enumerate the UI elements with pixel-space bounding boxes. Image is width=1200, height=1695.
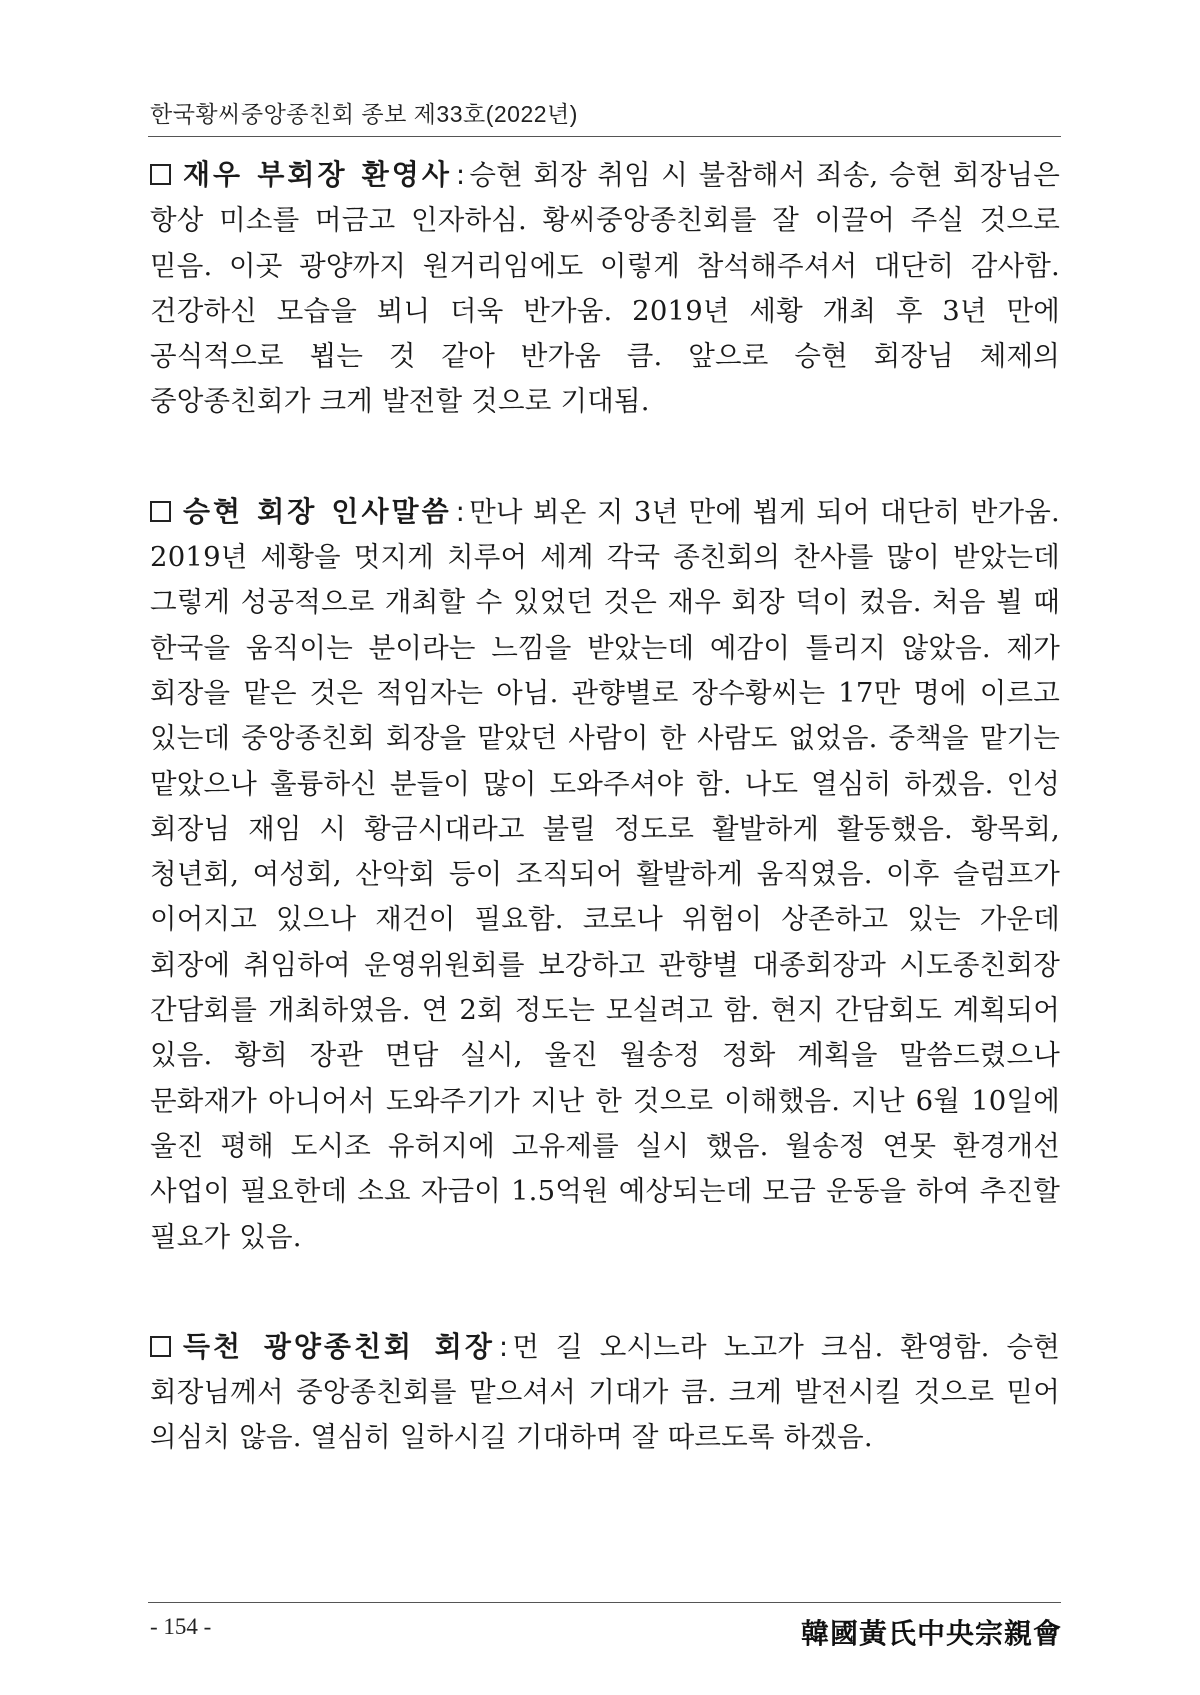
section-paragraph [150, 489, 1060, 1260]
section-paragraph [150, 1324, 1060, 1461]
page-header: 한국황씨중앙종친회 종보 제33호(2022년) [150, 101, 578, 127]
section-separator: : [498, 1330, 509, 1363]
section-heading: 승현 회장 인사말씀 [183, 494, 452, 528]
section-separator: : [455, 159, 466, 191]
section-heading: 재우 부회장 환영사 [183, 158, 452, 191]
publisher-logo: 韓國黃氏中央宗親會 [800, 1617, 1062, 1650]
section-vice-president-welcome [150, 152, 1060, 425]
section-gwangyang-president [150, 1324, 1060, 1461]
section-president-greeting [150, 489, 1060, 1260]
checkbox-square-icon [150, 1336, 171, 1357]
page-content [150, 152, 1060, 1525]
checkbox-square-icon [150, 501, 171, 522]
section-body: 먼 길 오시느라 노고가 크심. 환영함. 승현 회장님께서 중앙종친회를 맡으셔서 기대가 큼. 크게 발전시킬 것으로 믿어 의심치 않음. 열심히 일하시길 기대하며 잘 따르도록 하겠음. [150, 1330, 1060, 1454]
page-number: - 154 - [150, 1614, 212, 1639]
section-heading: 득천 광양종친회 회장 [183, 1329, 495, 1363]
section-body: 만나 뵈온 지 3년 만에 뵙게 되어 대단히 반가움. 2019년 세황을 멋지게 치루어 세계 각국 종친회의 찬사를 많이 받았는데 그렇게 성공적으로 개최할 수 있었던 것은 재우 회장 덕이 컸음. 처음 뵐 때 한국을 움직이는 분이라는 느낌을 받았는데 예감이 틀리지 않았음. 제가 회장을 맡은 것은 적임자는 아님. 관향별로 장수황씨는 17만 명에 이르고 있는데 중앙종친회 회장을 맡았던 사람이 한 사람도 없었음. 중책을 맡기는 맡았으나 훌륭하신 분들이 많이 도와주셔야 함. 나도 열심히 하겠음. 인성 회장님 재임 시 황금시대라고 불릴 정도로 활발하게 활동했음. 황목회, 청년회, 여성회, 산악회 등이 조직되어 활발하게 움직였음. 이후 슬럼프가 이어지고 있으나 재건이 필요함. 코로나 위험이 상존하고 있는 가운데 회장에 취임하여 운영위원회를 보강하고 관향별 대종회장과 시도종친회장 간담회를 개최하였음. 연 2회 정도는 모실려고 함. 현지 간담회도 계획되어 있음. 황희 장관 면담 실시, 울진 월송정 정화 계획을 말씀드렸으나 문화재가 아니어서 도와주기가 지난 한 것으로 이해했음. 지난 6월 10일에 울진 평해 도시조 유허지에 고유제를 실시 했음. 월송정 연못 환경개선 사업이 필요한데 소요 자금이 1.5억원 예상되는데 모금 운동을 하여 추진할 필요가 있음. [150, 495, 1060, 1253]
section-body: 승현 회장 취임 시 불참해서 죄송, 승현 회장님은 항상 미소를 머금고 인자하심. 황씨중앙종친회를 잘 이끌어 주실 것으로 믿음. 이곳 광양까지 원거리임에도 이렇게 참석해주셔서 대단히 감사함. 건강하신 모습을 뵈니 더욱 반가움. 2019년 세황 개최 후 3년 만에 공식적으로 뵙는 것 같아 반가움 큼. 앞으로 승현 회장님 체제의 중앙종친회가 크게 발전할 것으로 기대됨. [150, 159, 1060, 418]
checkbox-square-icon [150, 164, 171, 185]
section-paragraph [150, 152, 1060, 425]
footer-divider [148, 1602, 1061, 1603]
section-separator: : [455, 495, 466, 528]
header-divider [148, 136, 1061, 137]
